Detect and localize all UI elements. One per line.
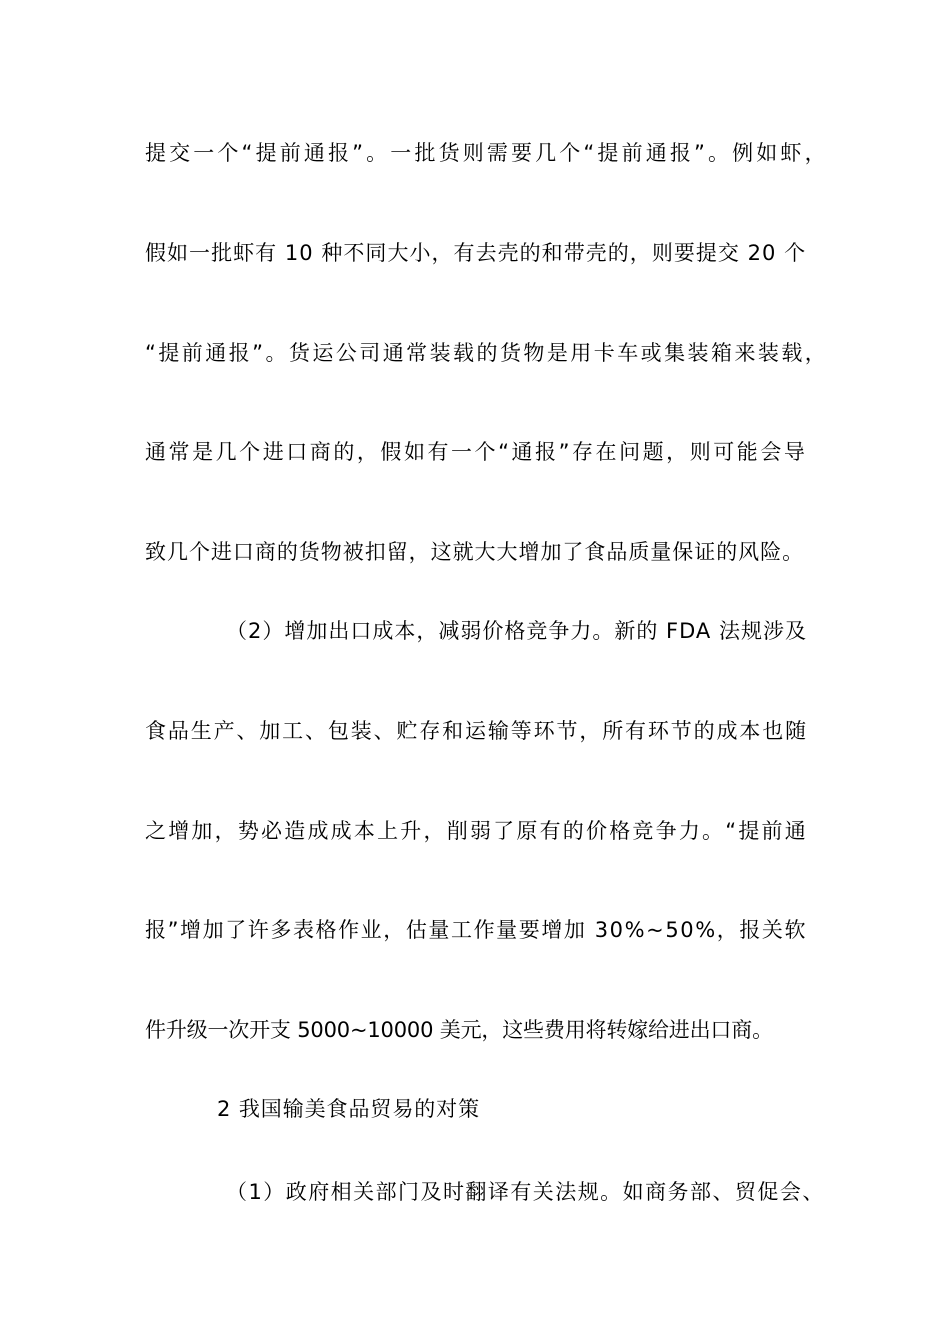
section-heading: 2 我国输美食品贸易的对策 (217, 1097, 480, 1121)
body-text-line: 食品生产、加工、包装、贮存和运输等环节，所有环节的成本也随 (145, 719, 808, 743)
body-text-line: 报”增加了许多表格作业，估量工作量要增加 30%~50%，报关软 (145, 918, 808, 942)
body-text-line: 件升级一次开支 5000~10000 美元，这些费用将转嫁给进出口商。 (145, 1018, 773, 1042)
paragraph-first-line: （1）政府相关部门及时翻译有关法规。如商务部、贸促会、 (226, 1180, 825, 1204)
body-text-line: 假如一批虾有 10 种不同大小，有去壳的和带壳的，则要提交 20 个 (145, 241, 807, 265)
paragraph-first-line: （2）增加出口成本，减弱价格竞争力。新的 FDA 法规涉及 (226, 619, 807, 643)
body-text-line: 通常是几个进口商的，假如有一个“通报”存在问题，则可能会导 (145, 440, 808, 464)
body-text-line: 致几个进口商的货物被扣留，这就大大增加了食品质量保证的风险。 (145, 540, 805, 564)
body-text-line: “提前通报”。货运公司通常装载的货物是用卡车或集装箱来装载， (145, 341, 829, 365)
body-text-line: 之增加，势必造成成本上升，削弱了原有的价格竞争力。“提前通 (145, 819, 808, 843)
body-text-line: 提交一个“提前通报”。一批货则需要几个“提前通报”。例如虾， (145, 141, 829, 165)
